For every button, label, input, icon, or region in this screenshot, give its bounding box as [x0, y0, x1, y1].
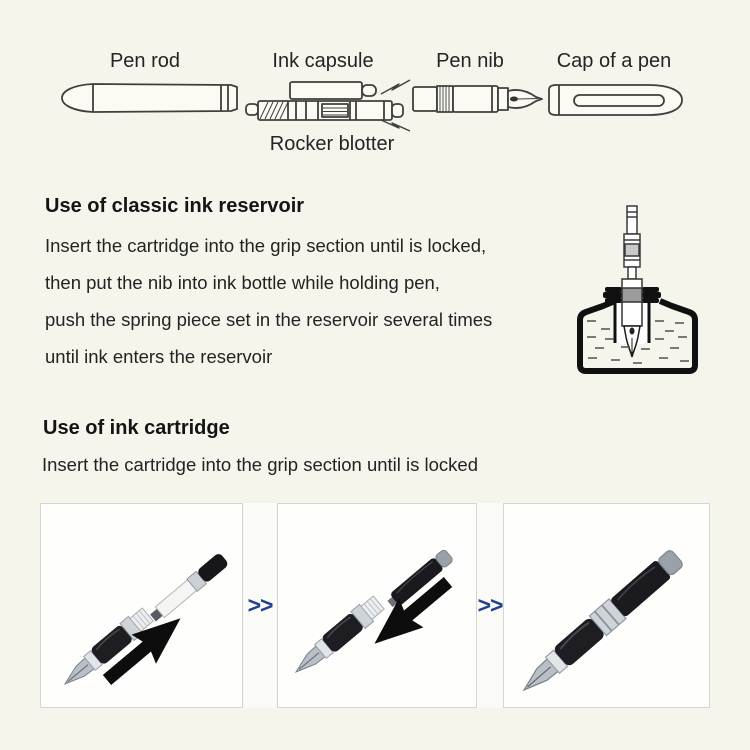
- label-ink-capsule: Ink capsule: [272, 50, 374, 72]
- step-panel-2: [277, 503, 477, 708]
- step3-photo: [504, 504, 709, 707]
- converter-photo: [148, 552, 230, 624]
- cartridge-line-1: Insert the cartridge into the grip section until is locked: [42, 454, 479, 475]
- step-panel-3: [503, 503, 710, 708]
- pen-rod-icon: [62, 84, 237, 112]
- pen-parts-diagram: [0, 75, 750, 175]
- label-rocker-blotter: Rocker blotter: [269, 133, 395, 155]
- reservoir-line-3: push the spring piece set in the reservoir several times: [45, 309, 493, 330]
- step-separator-1: [243, 503, 277, 708]
- dipped-pen-icon: [624, 206, 640, 279]
- step-panel-1: [40, 503, 243, 708]
- reservoir-line-4: until ink enters the reservoir: [45, 346, 273, 367]
- nib-in-ink-icon: [624, 326, 640, 357]
- assembled-pen-photo: [515, 547, 685, 700]
- step-separator-2: [477, 503, 503, 708]
- label-pen-nib: Pen nib: [436, 50, 504, 72]
- pen-nib-icon: [413, 86, 542, 112]
- chevron-right-icon: >>: [247, 592, 273, 618]
- reservoir-line-1: Insert the cartridge into the grip section until is locked,: [45, 235, 487, 256]
- label-cap-of-pen: Cap of a pen: [556, 50, 672, 72]
- cartridge-heading: Use of ink cartridge: [43, 417, 230, 439]
- label-pen-rod: Pen rod: [109, 50, 181, 72]
- cap-icon: [549, 85, 682, 115]
- ink-capsule-icon: [290, 82, 376, 99]
- chevron-right-icon: >>: [477, 592, 503, 618]
- reservoir-heading: Use of classic ink reservoir: [45, 195, 305, 217]
- reservoir-line-2: then put the nib into ink bottle while holding pen,: [45, 272, 440, 293]
- converter-icon: [246, 101, 403, 120]
- step2-photo: [278, 504, 476, 707]
- step1-photo: [41, 504, 242, 707]
- grip-section-photo: [289, 594, 386, 680]
- ink-bottle-illustration: [575, 200, 700, 380]
